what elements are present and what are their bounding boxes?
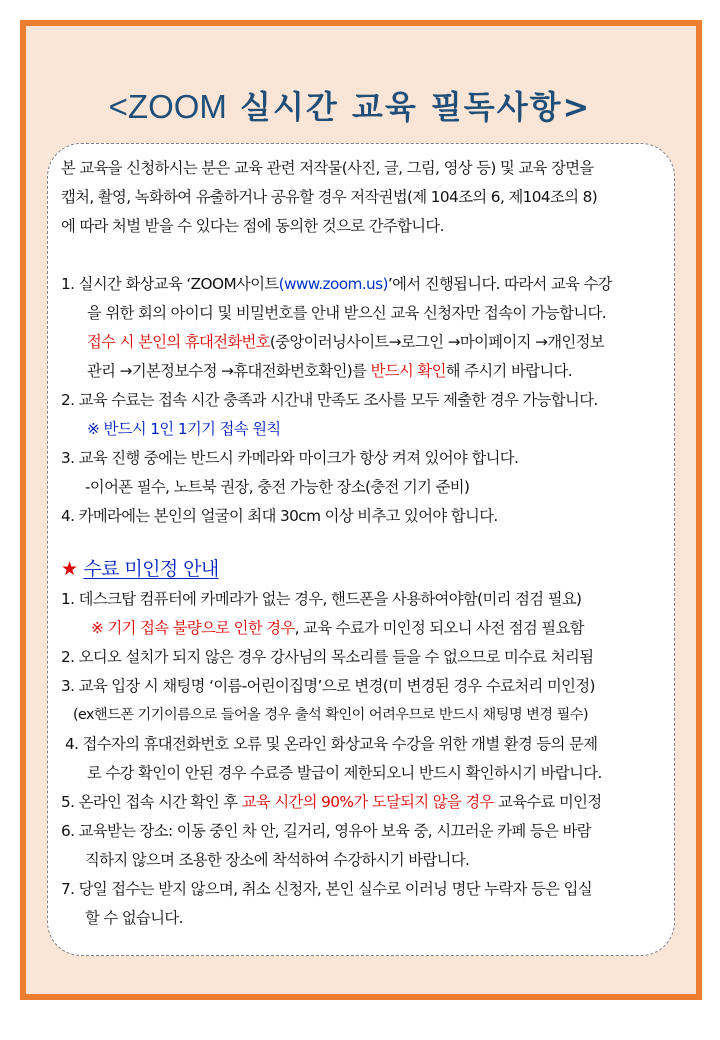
nc-5-text: 5. 온라인 접속 시간 확인 후 [61,793,242,811]
zoom-site-link[interactable]: (www.zoom.us) [278,275,388,293]
rule-1-line-2: 을 위한 회의 아이디 및 비밀번호를 안내 받으신 교육 신청자만 접속이 가능합니다. [87,304,606,322]
nc-1-note-rest: , 교육 수료가 미인정 되오니 사전 점검 필요함 [294,619,584,637]
non-completion-heading [61,553,667,585]
spacer [61,241,667,270]
intro-line: 캡처, 촬영, 녹화하여 유출하거나 공유할 경우 저작권법(제 104조의 6, 제104조의 8) [61,188,598,206]
device-failure-emphasis: ※ 기기 접속 불량으로 인한 경우 [91,619,295,637]
rule-1-text: (중앙이러닝사이트→로그인 →마이페이지 →개인정보 [269,333,605,351]
nc-6-line-1: 6. 교육받는 장소: 이동 중인 차 안, 길거리, 영유아 보육 중, 시끄러운 카페 등은 바람 [61,822,591,840]
one-device-note: ※ 반드시 1인 1기기 접속 원칙 [87,420,281,438]
ninety-percent-emphasis: 교육 시간의 90%가 도달되지 않을 경우 [241,793,494,811]
notice-frame [20,20,702,1000]
nc-7-line-1: 7. 당일 접수는 받지 않으며, 취소 신청자, 본인 실수로 이러닝 명단 누락자 등은 입실 [61,880,592,898]
rule-3-line-1: 3. 교육 진행 중에는 반드시 카메라와 마이크가 항상 켜져 있어야 합니다. [61,449,519,467]
spacer [61,531,667,547]
nc-4-line-1: 4. 접수자의 휴대전화번호 오류 및 온라인 화상교육 수강을 위한 개별 환경 등의 문제 [65,735,598,753]
notice-card [47,143,675,956]
rule-1-line-1 [61,270,667,299]
rule-1-text: 1. 실시간 화상교육 ‘ZOOM사이트 [61,275,279,293]
nc-4-line-2: 로 수강 확인이 안된 경우 수료증 발급이 제한되오니 반드시 확인하시기 바랍니다. [87,764,602,782]
nc-6-line-2: 직하지 않으며 조용한 장소에 착석하여 수강하시기 바랍니다. [85,851,470,869]
nc-5-line-1 [61,788,667,817]
intro-line: 에 따라 처벌 받을 수 있다는 점에 동의한 것으로 간주합니다. [61,217,444,235]
rule-1-text: 해 주시기 바랍니다. [445,362,572,380]
phone-check-emphasis: 접수 시 본인의 휴대전화번호 [87,333,270,351]
star-icon: ★ [61,558,78,580]
nc-3-line-1: 3. 교육 입장 시 채팅명 ‘이름-어린이집명’으로 변경(미 변경된 경우 수료처리 미인정) [61,677,595,695]
nc-3-line-2: (ex핸드폰 기기이름으로 들어올 경우 출석 확인이 어려우므로 반드시 채팅명 변경 필수) [73,707,589,723]
rule-1-line-3 [61,328,667,357]
nc-5-text: 교육수료 미인정 [493,793,602,811]
nc-2-line-1: 2. 오디오 설치가 되지 않은 경우 강사님의 목소리를 들을 수 없으므로 미수료 처리됨 [61,648,594,666]
page-title [26,82,696,128]
rule-3-line-2: -이어폰 필수, 노트북 권장, 충전 가능한 장소(충전 기기 준비) [85,478,470,496]
nc-1-line-1: 1. 데스크탑 컴퓨터에 카메라가 없는 경우, 핸드폰을 사용하여야함(미리 점검 필요) [61,590,582,608]
rule-1-text: ’에서 진행됩니다. 따라서 교육 수강 [387,275,612,293]
rule-4-line-1: 4. 카메라에는 본인의 얼굴이 최대 30cm 이상 비추고 있어야 합니다. [61,507,498,525]
rule-2-line-1: 2. 교육 수료는 접속 시간 충족과 시간내 만족도 조사를 모두 제출한 경우 가능합니다. [61,391,598,409]
rule-1-text: 관리 →기본정보수정 →휴대전화번호확인)를 [87,362,371,380]
rule-1-line-4 [61,357,667,386]
notice-content [61,154,667,933]
nc-1-note [61,614,667,643]
title-main: 실시간 교육 필독사항> [226,88,592,126]
intro-line: 본 교육을 신청하시는 분은 교육 관련 저작물(사진, 글, 그림, 영상 등) 및 교육 장면을 [61,159,594,177]
title-prefix: <ZOOM [108,88,227,125]
nc-7-line-2: 할 수 없습니다. [85,909,183,927]
non-completion-title: 수료 미인정 안내 [83,558,219,580]
must-check-emphasis: 반드시 확인 [370,362,446,380]
